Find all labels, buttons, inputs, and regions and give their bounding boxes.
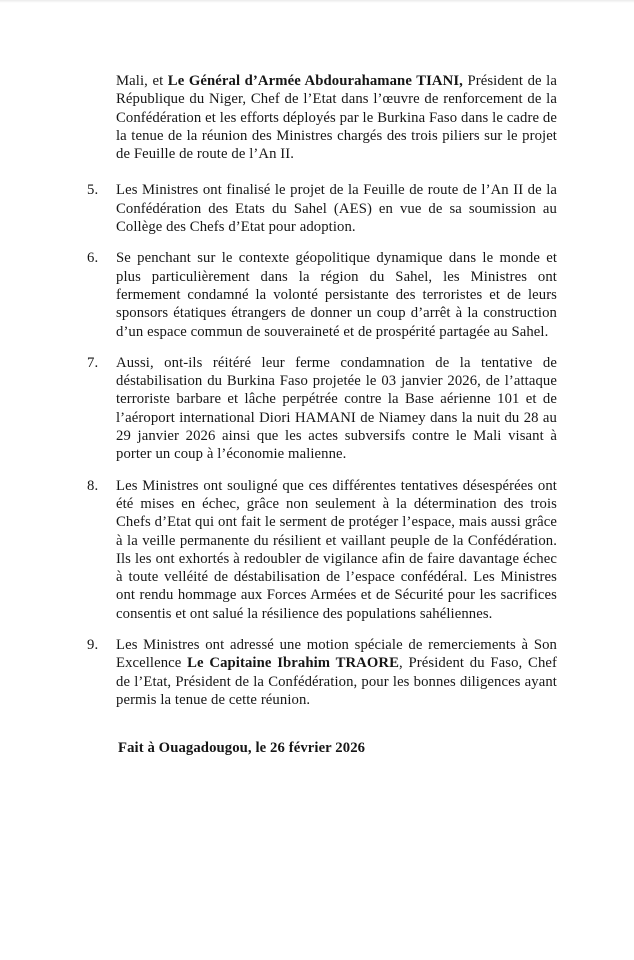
paragraph-number: 9. (87, 637, 99, 654)
text-segment-bold: Le Général d’Armée Abdourahamane TIANI, (167, 73, 463, 89)
communique-body (87, 72, 557, 758)
text-segment: Les Ministres ont finalisé le projet de la Feuille de route de l’An II de la Confédération des Etats du Sahel (AES) en vue de sa soumission au Collège des Chefs d’Etat pour adoption. (116, 182, 557, 236)
paragraph-text (116, 181, 557, 236)
text-segment: Mali, et (116, 73, 168, 89)
paragraph-number: 5. (87, 182, 99, 199)
text-segment: Aussi, ont-ils réitéré leur ferme condamnation de la tentative de déstabilisation du Burkina Faso projetée le 03 janvier 2026, de l’attaque terroriste barbare et lâche perpétrée contre la Base aérienne 101 et de l’aéroport international Diori HAMANI de Niamey dans la nuit du 28 au 29 janvier 2026 ainsi que les actes subversifs contre le Mali visant à porter un coup à l’économie malienne. (116, 354, 557, 463)
paragraph-number: 8. (87, 477, 99, 494)
paragraph-text (116, 354, 557, 464)
text-segment: Président de la République du Niger, Chef de l’Etat dans l’œuvre de renforcement de la Confédération et les efforts déployés par le Burkina Faso dans le cadre de la tenue de la réunion des Ministres chargés des trois piliers sur le projet de Feuille de route de l’An II. (116, 73, 557, 163)
paragraph-number: 6. (87, 250, 99, 267)
paragraph-5 (87, 181, 557, 236)
paragraph-number: 7. (87, 354, 99, 371)
paragraph-8 (87, 477, 557, 623)
paragraph-text (116, 72, 557, 163)
paragraph-text (116, 636, 557, 709)
text-segment: , Président du Faso, Chef de l’Etat, Président de la Confédération, pour les bonnes diligences ayant permis la tenue de cette réunion. (116, 655, 557, 708)
paragraph-7 (87, 354, 557, 464)
paragraph-6 (87, 249, 557, 340)
text-segment-bold: Le Capitaine Ibrahim TRAORE (187, 655, 400, 672)
paragraph-text (116, 249, 557, 340)
text-segment: Les Ministres ont adressé une motion spéciale de remerciements à Son Excellence (116, 637, 557, 672)
closing-dateline: Fait à Ouagadougou, le 26 février 2026 (118, 740, 366, 757)
paragraph-text (116, 477, 557, 623)
paragraph-continuation (87, 72, 557, 163)
text-segment: Se penchant sur le contexte géopolitique dynamique dans le monde et plus particulièrement dans la région du Sahel, les Ministres ont fermement condamné la volonté persistante des terroristes et de leurs sponsors étatiques étrangers de donner un coup d’arrêt à la construction d’un espace commun de souveraineté et de prospérité partagée au Sahel. (116, 250, 557, 340)
paragraph-9 (87, 636, 557, 709)
page-top-edge (0, 0, 634, 3)
text-segment: Les Ministres ont souligné que ces différentes tentatives désespérées ont été mises en échec, grâce non seulement à la détermination des trois Chefs d’Etat qui ont fait le serment de protéger l’espace, mais aussi grâce à la veille permanente du résilient et vaillant peuple de la Confédération. Ils les ont exhortés à redoubler de vigilance afin de faire davantage échec à toute velléité de déstabilisation de l’espace confédéral. Les Ministres ont rendu hommage aux Forces Armées et de Sécurité pour les sacrifices consentis et ont salué la résilience des populations sahéliennes. (116, 477, 557, 622)
